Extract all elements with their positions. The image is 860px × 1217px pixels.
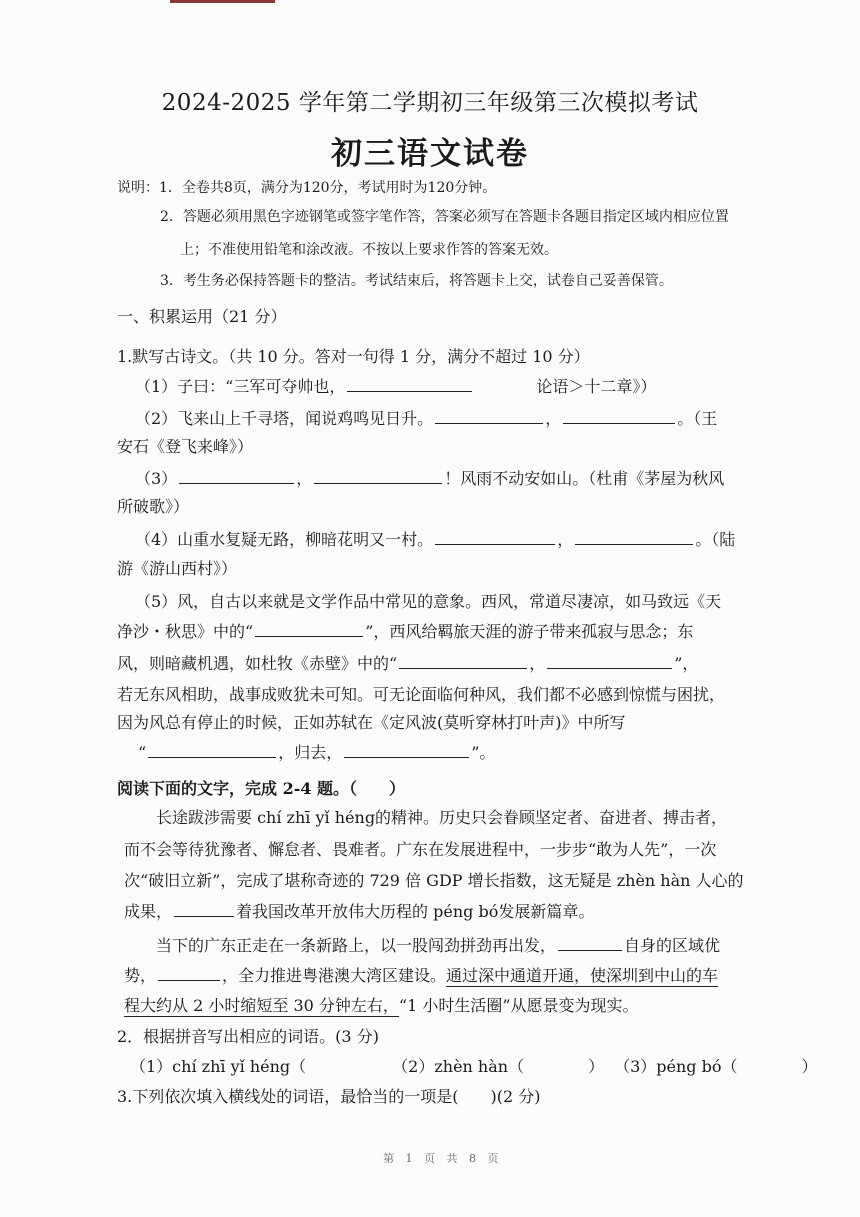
q1-item-3: （3） ， ！风雨不动安如山。（杜甫《茅屋为秋风 (135, 469, 725, 488)
answer-blank[interactable] (148, 756, 276, 758)
q1-item-5-line-1: （5）风，自古以来就是文学作品中常见的意象。西风，常道尽凄凉，如马致远《天 (135, 592, 722, 611)
reading-prompt: 阅读下面的文字，完成 2-4 题。（ ） (117, 779, 406, 798)
passage-p2-line-3: 程大约从 2 小时缩短至 30 分钟左右，“1 小时生活圈”从愿景变为现实。 (124, 996, 639, 1015)
question-1-title: 1.默写古诗文。（共 10 分。答对一句得 1 分，满分不超过 10 分） (117, 347, 590, 366)
fill-in-blank[interactable] (158, 979, 220, 981)
answer-blank[interactable] (435, 543, 555, 545)
passage-p1-line-3: 次“破旧立新”，完成了堪称奇迹的 729 倍 GDP 增长指数，这无疑是 zhèn hàn 人心的 (124, 871, 744, 890)
q1-item-4: （4）山重水复疑无路，柳暗花明又一村。 ， 。（陆 (135, 530, 736, 549)
q1-item-5-line-6: “ ，归去， ”。 (138, 743, 496, 762)
q1-item-5-line-2: 净沙・秋思》中的“ ”，西风给羁旅天涯的游子带来孤寂与思念；东 (117, 622, 694, 641)
answer-blank[interactable] (575, 543, 693, 545)
q1-item-2: （2）飞来山上千寻塔，闻说鸡鸣见日升。 ， 。（王 (135, 409, 718, 428)
answer-blank[interactable] (179, 482, 294, 484)
section-heading: 一、积累运用（21 分） (117, 307, 287, 326)
answer-blank[interactable] (347, 390, 472, 392)
instruction-line-3: 上；不准使用铅笔和涂改液。不按以上要求作答的答案无效。 (180, 242, 558, 258)
instruction-line-1: 说明：1．全卷共8页，满分为120分，考试用时为120分钟。 (117, 180, 497, 196)
underlined-sentence: 程大约从 2 小时缩短至 30 分钟左右， (124, 996, 399, 1015)
answer-blank[interactable] (344, 756, 469, 758)
q1-item-2-source: 安石《登飞来峰》） (117, 437, 254, 456)
answer-blank[interactable] (399, 667, 527, 669)
top-edge-mark (170, 0, 275, 3)
instruction-line-2: 2．答题必须用黑色字迹钢笔或签字笔作答，答案必须写在答题卡各题目指定区域内相应位置 (160, 209, 729, 225)
q1-item-3-source: 所破歌》） (117, 497, 190, 516)
fill-in-blank[interactable] (174, 915, 234, 917)
fill-in-blank[interactable] (558, 949, 622, 951)
q1-item-5-line-3: 风，则暗藏机遇，如杜牧《赤壁》中的“ ， ”， (117, 654, 699, 673)
q2-option-2: （2）zhèn hàn（ ） (392, 1057, 605, 1076)
q2-option-1: （1）chí zhī yǐ héng（ (130, 1057, 307, 1076)
exam-subtitle: 初三语文试卷 (331, 136, 529, 172)
answer-blank[interactable] (435, 422, 543, 424)
passage-p1-line-4: 成果， 着我国改革开放伟大历程的 péng bó发展新篇章。 (124, 902, 595, 921)
q1-item-5-line-5: 因为风总有停止的时候，正如苏轼在《定风波(莫听穿林打叶声)》中所写 (117, 713, 626, 732)
underlined-sentence: 通过深中通道开通，使深圳到中山的车 (446, 966, 719, 985)
passage-p1-line-2: 而不会等待犹豫者、懈怠者、畏难者。广东在发展进程中，一步步“敢为人先”，一次 (124, 840, 717, 859)
q1-item-4-source: 游《游山西村》） (117, 559, 238, 578)
answer-blank[interactable] (563, 422, 675, 424)
instruction-line-4: 3．考生务必保持答题卡的整洁。考试结束后，将答题卡上交，试卷自己妥善保管。 (160, 273, 673, 289)
q1-item-5-line-4: 若无东风相助，战事成败犹未可知。可无论面临何种风，我们都不必感到惊慌与困扰， (117, 685, 726, 704)
passage-p1-line-1: 长途跋涉需要 chí zhī yǐ héng的精神。历史只会眷顾坚定者、奋进者、搏击者， (156, 808, 728, 827)
question-2-title: 2．根据拼音写出相应的词语。(3 分) (117, 1027, 379, 1046)
passage-p2-line-2: 势， ，全力推进粤港澳大湾区建设。通过深中通道开通，使深圳到中山的车 (124, 966, 719, 985)
answer-blank[interactable] (314, 482, 442, 484)
exam-title: 2024-2025 学年第二学期初三年级第三次模拟考试 (161, 90, 699, 116)
q2-option-3: （3）péng bó（ ） (614, 1057, 818, 1076)
question-2-options (130, 1054, 818, 1077)
q1-item-1: （1）子曰：“三军可夺帅也， 论语＞十二章》） (135, 377, 657, 396)
passage-p2-line-1: 当下的广东正走在一条新路上，以一股闯劲拼劲再出发， 自身的区域优 (156, 936, 721, 955)
page-footer: 第 1 页 共 8 页 (383, 1152, 503, 1165)
answer-blank[interactable] (255, 635, 363, 637)
answer-blank[interactable] (547, 667, 672, 669)
question-3-title: 3.下列依次填入横线处的词语，最恰当的一项是( )(2 分) (117, 1087, 541, 1106)
